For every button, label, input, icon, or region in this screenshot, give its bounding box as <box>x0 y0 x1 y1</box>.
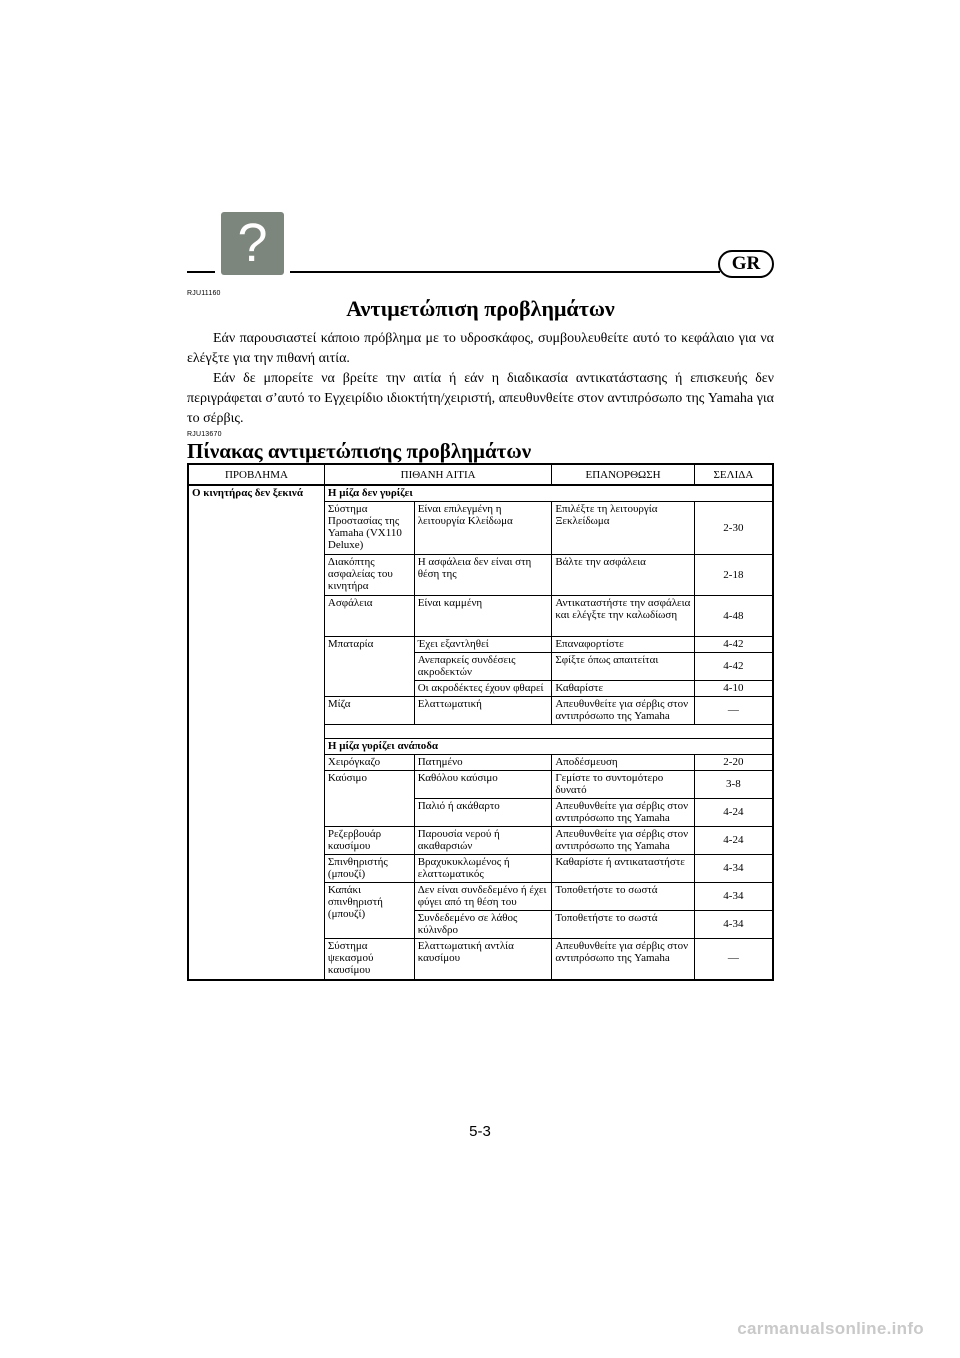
language-badge: GR <box>718 250 774 278</box>
part-cell: Ασφάλεια <box>324 596 414 637</box>
cause-cell: Βραχυκυκλωμένος ή ελαττωματικός <box>414 855 552 883</box>
remedy-cell: Αντικαταστήστε την ασφάλεια και ελέγξτε την καλωδίωση <box>552 596 694 637</box>
page-cell: 4-24 <box>694 827 773 855</box>
cause-cell: Είναι επιλεγμένη η λειτουργία Κλείδωμα <box>414 502 552 555</box>
page-cell: 4-42 <box>694 653 773 681</box>
intro-paragraph-2: Εάν δε μπορείτε να βρείτε την αιτία ή εάν η διαδικασία αντικατάστασης ή επισκευής δεν περιγράφεται σ’αυτό το Εγχειρίδιο ιδιοκτήτη/χειριστή, απευθυνθείτε στον αντιπρόσωπο της Yamaha για το σέρβις. <box>187 371 774 426</box>
cause-cell: Έχει εξαντληθεί <box>414 637 552 653</box>
part-cell: Χειρόγκαζο <box>324 755 414 771</box>
table-header-row <box>188 464 773 485</box>
spacer-cell <box>324 725 773 739</box>
cause-cell: Καθόλου καύσιμο <box>414 771 552 799</box>
remedy-cell: Απευθυνθείτε για σέρβις στον αντιπρόσωπο της Yamaha <box>552 827 694 855</box>
part-cell: Καύσιμο <box>324 771 414 827</box>
page-cell: 4-34 <box>694 855 773 883</box>
table-row <box>188 485 773 502</box>
page-cell: 4-42 <box>694 637 773 653</box>
intro-paragraph-1: Εάν παρουσιαστεί κάποιο πρόβλημα με το υδροσκάφος, συμβουλευθείτε αυτό το κεφάλαιο για να ελέγξτε για την πιθανή αιτία. <box>187 331 774 366</box>
group-heading: Η μίζα δεν γυρίζει <box>324 485 773 502</box>
remedy-cell: Καθαρίστε ή αντικαταστήστε <box>552 855 694 883</box>
table-title: Πίνακας αντιμετώπισης προβλημάτων <box>187 439 532 463</box>
cause-cell: Είναι καμμένη <box>414 596 552 637</box>
problem-cell: Ο κινητήρας δεν ξεκινά <box>188 485 324 980</box>
remedy-cell: Τοποθετήστε το σωστά <box>552 883 694 911</box>
part-cell: Διακόπτης ασφαλείας του κινητήρα <box>324 555 414 596</box>
part-cell: Μπαταρία <box>324 637 414 697</box>
cause-cell: Ελαττωματική αντλία καυσίμου <box>414 939 552 980</box>
part-cell: Σπινθηριστής (μπουζί) <box>324 855 414 883</box>
cause-cell: Πατημένο <box>414 755 552 771</box>
remedy-cell: Σφίξτε όπως απαιτείται <box>552 653 694 681</box>
group-heading: Η μίζα γυρίζει ανάποδα <box>324 739 773 755</box>
part-cell: Μίζα <box>324 697 414 725</box>
header-problem: ΠΡΟΒΛΗΜΑ <box>188 464 324 485</box>
page-cell: — <box>694 939 773 980</box>
page-cell: 3-8 <box>694 771 773 799</box>
section-code: RJU11160 <box>187 290 221 297</box>
page-cell: 2-20 <box>694 755 773 771</box>
part-cell: Σύστημα Προστασίας της Yamaha (VX110 Deluxe) <box>324 502 414 555</box>
part-cell: Καπάκι σπινθηριστή (μπουζί) <box>324 883 414 939</box>
part-cell: Ρεζερβουάρ καυσίμου <box>324 827 414 855</box>
header-remedy: ΕΠΑΝΟΡΘΩΣΗ <box>552 464 694 485</box>
remedy-cell: Επιλέξτε τη λειτουργία Ξεκλείδωμα <box>552 502 694 555</box>
remedy-cell: Αποδέσμευση <box>552 755 694 771</box>
page-number: 5-3 <box>469 1123 491 1140</box>
header-cause: ΠΙΘΑΝΗ ΑΙΤΙΑ <box>324 464 551 485</box>
remedy-cell: Επαναφορτίστε <box>552 637 694 653</box>
page-cell: 4-24 <box>694 799 773 827</box>
remedy-cell: Τοποθετήστε το σωστά <box>552 911 694 939</box>
page-cell: 4-34 <box>694 911 773 939</box>
part-cell: Σύστημα ψεκασμού καυσίμου <box>324 939 414 980</box>
watermark: carmanualsonline.info <box>737 1319 924 1338</box>
page-cell: — <box>694 697 773 725</box>
remedy-cell: Απευθυνθείτε για σέρβις στον αντιπρόσωπο της Yamaha <box>552 799 694 827</box>
table-section-code: RJU13670 <box>187 431 222 438</box>
remedy-cell: Απευθυνθείτε για σέρβις στον αντιπρόσωπο της Yamaha <box>552 939 694 980</box>
cause-cell: Συνδεδεμένο σε λάθος κύλινδρο <box>414 911 552 939</box>
header-rule-left <box>187 271 215 273</box>
page-title: Αντιμετώπιση προβλημάτων <box>346 296 615 321</box>
header-rule-right <box>290 271 720 273</box>
cause-cell: Η ασφάλεια δεν είναι στη θέση της <box>414 555 552 596</box>
remedy-cell: Καθαρίστε <box>552 681 694 697</box>
cause-cell: Οι ακροδέκτες έχουν φθαρεί <box>414 681 552 697</box>
remedy-cell: Βάλτε την ασφάλεια <box>552 555 694 596</box>
cause-cell: Ανεπαρκείς συνδέσεις ακροδεκτών <box>414 653 552 681</box>
page-cell: 4-10 <box>694 681 773 697</box>
page-cell: 2-18 <box>694 555 773 596</box>
cause-cell: Ελαττωματική <box>414 697 552 725</box>
remedy-cell: Απευθυνθείτε για σέρβις στον αντιπρόσωπο της Yamaha <box>552 697 694 725</box>
page-cell: 4-48 <box>694 596 773 637</box>
page-cell: 2-30 <box>694 502 773 555</box>
remedy-cell: Γεμίστε το συντομότερο δυνατό <box>552 771 694 799</box>
cause-cell: Δεν είναι συνδεδεμένο ή έχει φύγει από τη θέση του <box>414 883 552 911</box>
page-cell: 4-34 <box>694 883 773 911</box>
troubleshooting-table <box>187 463 774 981</box>
cause-cell: Παρουσία νερού ή ακαθαρσιών <box>414 827 552 855</box>
header-page: ΣΕΛΙΔΑ <box>694 464 773 485</box>
help-question-icon: ? <box>221 212 284 275</box>
cause-cell: Παλιό ή ακάθαρτο <box>414 799 552 827</box>
